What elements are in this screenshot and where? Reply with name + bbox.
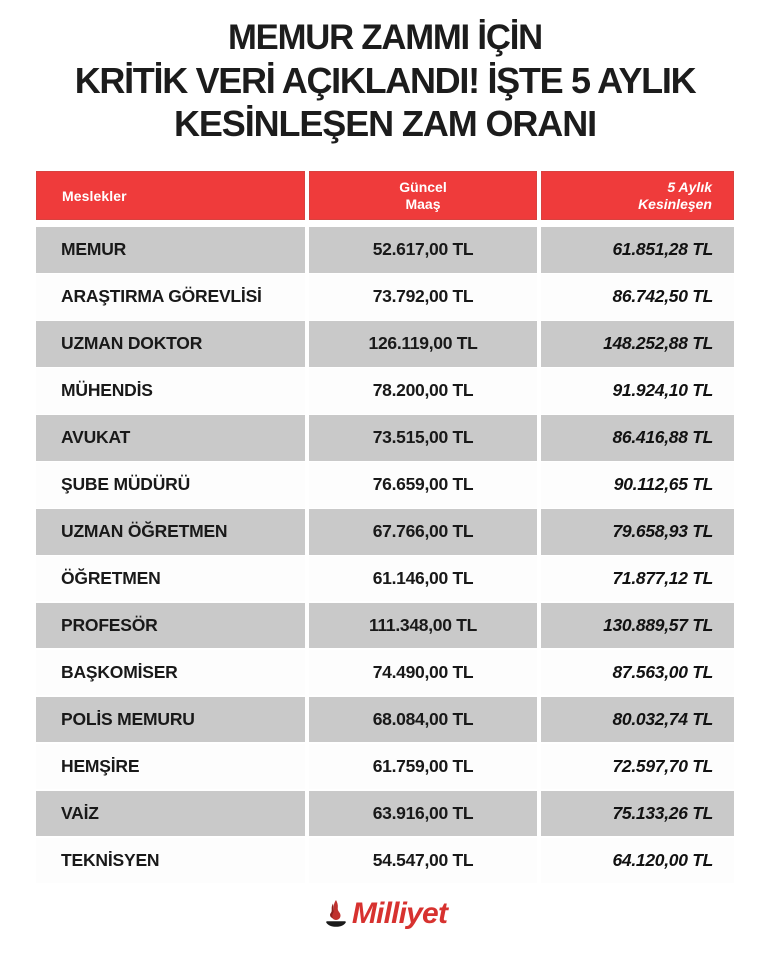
- header-cell-new-salary: [541, 171, 734, 220]
- current-salary-text: 111.348,00 TL: [369, 615, 477, 636]
- cell-profession: [36, 744, 305, 790]
- cell-current-salary: [309, 791, 537, 837]
- page-title: [0, 0, 770, 143]
- current-salary-text: 61.759,00 TL: [372, 756, 474, 777]
- header-current-line-2: Maaş: [405, 195, 441, 212]
- cell-new-salary: [541, 415, 734, 461]
- new-salary-text: 80.032,74 TL: [612, 709, 713, 730]
- current-salary-text: 52.617,00 TL: [372, 239, 474, 260]
- cell-current-salary: [309, 415, 537, 461]
- profession-text: AVUKAT: [61, 427, 131, 448]
- current-salary-text: 54.547,00 TL: [372, 850, 474, 871]
- table-row: [36, 321, 734, 367]
- cell-profession: [36, 274, 305, 320]
- headline-line-1: MEMUR ZAMMI İÇİN: [228, 18, 542, 57]
- header-label-profession: Meslekler: [62, 187, 127, 204]
- current-salary-text: 73.792,00 TL: [372, 286, 474, 307]
- table-row: [36, 415, 734, 461]
- new-salary-text: 87.563,00 TL: [612, 662, 713, 683]
- cell-new-salary: [541, 650, 734, 696]
- new-salary-text: 91.924,10 TL: [612, 380, 713, 401]
- headline-line-2: [0, 59, 770, 101]
- new-salary-text: 71.877,12 TL: [612, 568, 713, 589]
- table-row: [36, 227, 734, 273]
- new-salary-text: 61.851,28 TL: [612, 239, 713, 260]
- cell-current-salary: [309, 603, 537, 649]
- new-salary-text: 72.597,70 TL: [612, 756, 713, 777]
- current-salary-text: 61.146,00 TL: [372, 568, 474, 589]
- table-row: [36, 509, 734, 555]
- headline-line-2-bold: İŞTE 5 AYLIK: [487, 59, 696, 101]
- flame-lamp-icon: [323, 898, 349, 930]
- cell-new-salary: [541, 462, 734, 508]
- cell-new-salary: [541, 321, 734, 367]
- table-row: [36, 556, 734, 602]
- profession-text: MÜHENDİS: [61, 380, 153, 401]
- current-salary-text: 76.659,00 TL: [372, 474, 474, 495]
- profession-text: HEMŞİRE: [61, 756, 140, 777]
- cell-profession: [36, 509, 305, 555]
- table-row: [36, 603, 734, 649]
- profession-text: PROFESÖR: [61, 615, 158, 636]
- cell-current-salary: [309, 838, 537, 884]
- headline-line-2-regular: KRİTİK VERİ AÇIKLANDI!: [74, 59, 479, 101]
- cell-profession: [36, 556, 305, 602]
- cell-profession: [36, 415, 305, 461]
- table-row: [36, 274, 734, 320]
- header-current-line-1: Güncel: [399, 178, 447, 195]
- cell-current-salary: [309, 744, 537, 790]
- cell-profession: [36, 650, 305, 696]
- new-salary-text: 86.742,50 TL: [612, 286, 713, 307]
- cell-current-salary: [309, 462, 537, 508]
- current-salary-text: 73.515,00 TL: [372, 427, 474, 448]
- current-salary-text: 67.766,00 TL: [372, 521, 474, 542]
- cell-current-salary: [309, 274, 537, 320]
- header-cell-current-salary: [309, 171, 537, 220]
- profession-text: UZMAN DOKTOR: [61, 333, 203, 354]
- profession-text: UZMAN ÖĞRETMEN: [61, 521, 228, 542]
- profession-text: VAİZ: [61, 803, 99, 824]
- table-header-row: [36, 171, 734, 220]
- header-new-line-2: Kesinleşen: [638, 195, 712, 212]
- current-salary-text: 74.490,00 TL: [372, 662, 474, 683]
- cell-profession: [36, 697, 305, 743]
- cell-new-salary: [541, 838, 734, 884]
- salary-table: [36, 171, 734, 885]
- cell-new-salary: [541, 274, 734, 320]
- profession-text: ÖĞRETMEN: [61, 568, 161, 589]
- cell-profession: [36, 368, 305, 414]
- current-salary-text: 78.200,00 TL: [372, 380, 474, 401]
- new-salary-text: 148.252,88 TL: [603, 333, 713, 354]
- profession-text: BAŞKOMİSER: [61, 662, 178, 683]
- header-label-current-salary: [399, 179, 446, 212]
- table-row: [36, 838, 734, 884]
- profession-text: MEMUR: [61, 239, 127, 260]
- cell-new-salary: [541, 603, 734, 649]
- cell-profession: [36, 791, 305, 837]
- cell-current-salary: [309, 368, 537, 414]
- header-cell-profession: [36, 171, 305, 220]
- cell-current-salary: [309, 321, 537, 367]
- header-new-line-1: 5 Aylık: [667, 178, 712, 195]
- profession-text: TEKNİSYEN: [61, 850, 160, 871]
- cell-profession: [36, 603, 305, 649]
- cell-new-salary: [541, 556, 734, 602]
- new-salary-text: 130.889,57 TL: [603, 615, 713, 636]
- cell-current-salary: [309, 509, 537, 555]
- cell-new-salary: [541, 744, 734, 790]
- cell-new-salary: [541, 697, 734, 743]
- cell-new-salary: [541, 368, 734, 414]
- new-salary-text: 64.120,00 TL: [612, 850, 713, 871]
- current-salary-text: 63.916,00 TL: [372, 803, 474, 824]
- current-salary-text: 126.119,00 TL: [368, 333, 478, 354]
- table-row: [36, 697, 734, 743]
- table-row: [36, 462, 734, 508]
- cell-profession: [36, 462, 305, 508]
- new-salary-text: 75.133,26 TL: [612, 803, 713, 824]
- cell-new-salary: [541, 509, 734, 555]
- cell-profession: [36, 321, 305, 367]
- cell-new-salary: [541, 227, 734, 273]
- new-salary-text: 79.658,93 TL: [612, 521, 713, 542]
- headline-line-3: KESİNLEŞEN ZAM ORANI: [173, 103, 597, 145]
- brand-footer: [0, 898, 770, 930]
- cell-current-salary: [309, 697, 537, 743]
- profession-text: ŞUBE MÜDÜRÜ: [61, 474, 191, 495]
- table-row: [36, 650, 734, 696]
- new-salary-text: 86.416,88 TL: [612, 427, 713, 448]
- current-salary-text: 68.084,00 TL: [372, 709, 474, 730]
- table-row: [36, 368, 734, 414]
- table-row: [36, 744, 734, 790]
- table-row: [36, 791, 734, 837]
- cell-profession: [36, 838, 305, 884]
- cell-new-salary: [541, 791, 734, 837]
- brand-name: Milliyet: [351, 897, 448, 930]
- new-salary-text: 90.112,65 TL: [613, 474, 713, 495]
- cell-current-salary: [309, 650, 537, 696]
- profession-text: ARAŞTIRMA GÖREVLİSİ: [61, 286, 262, 307]
- cell-profession: [36, 227, 305, 273]
- header-label-new-salary: [638, 179, 712, 212]
- table-body: [36, 227, 734, 883]
- cell-current-salary: [309, 227, 537, 273]
- cell-current-salary: [309, 556, 537, 602]
- profession-text: POLİS MEMURU: [61, 709, 195, 730]
